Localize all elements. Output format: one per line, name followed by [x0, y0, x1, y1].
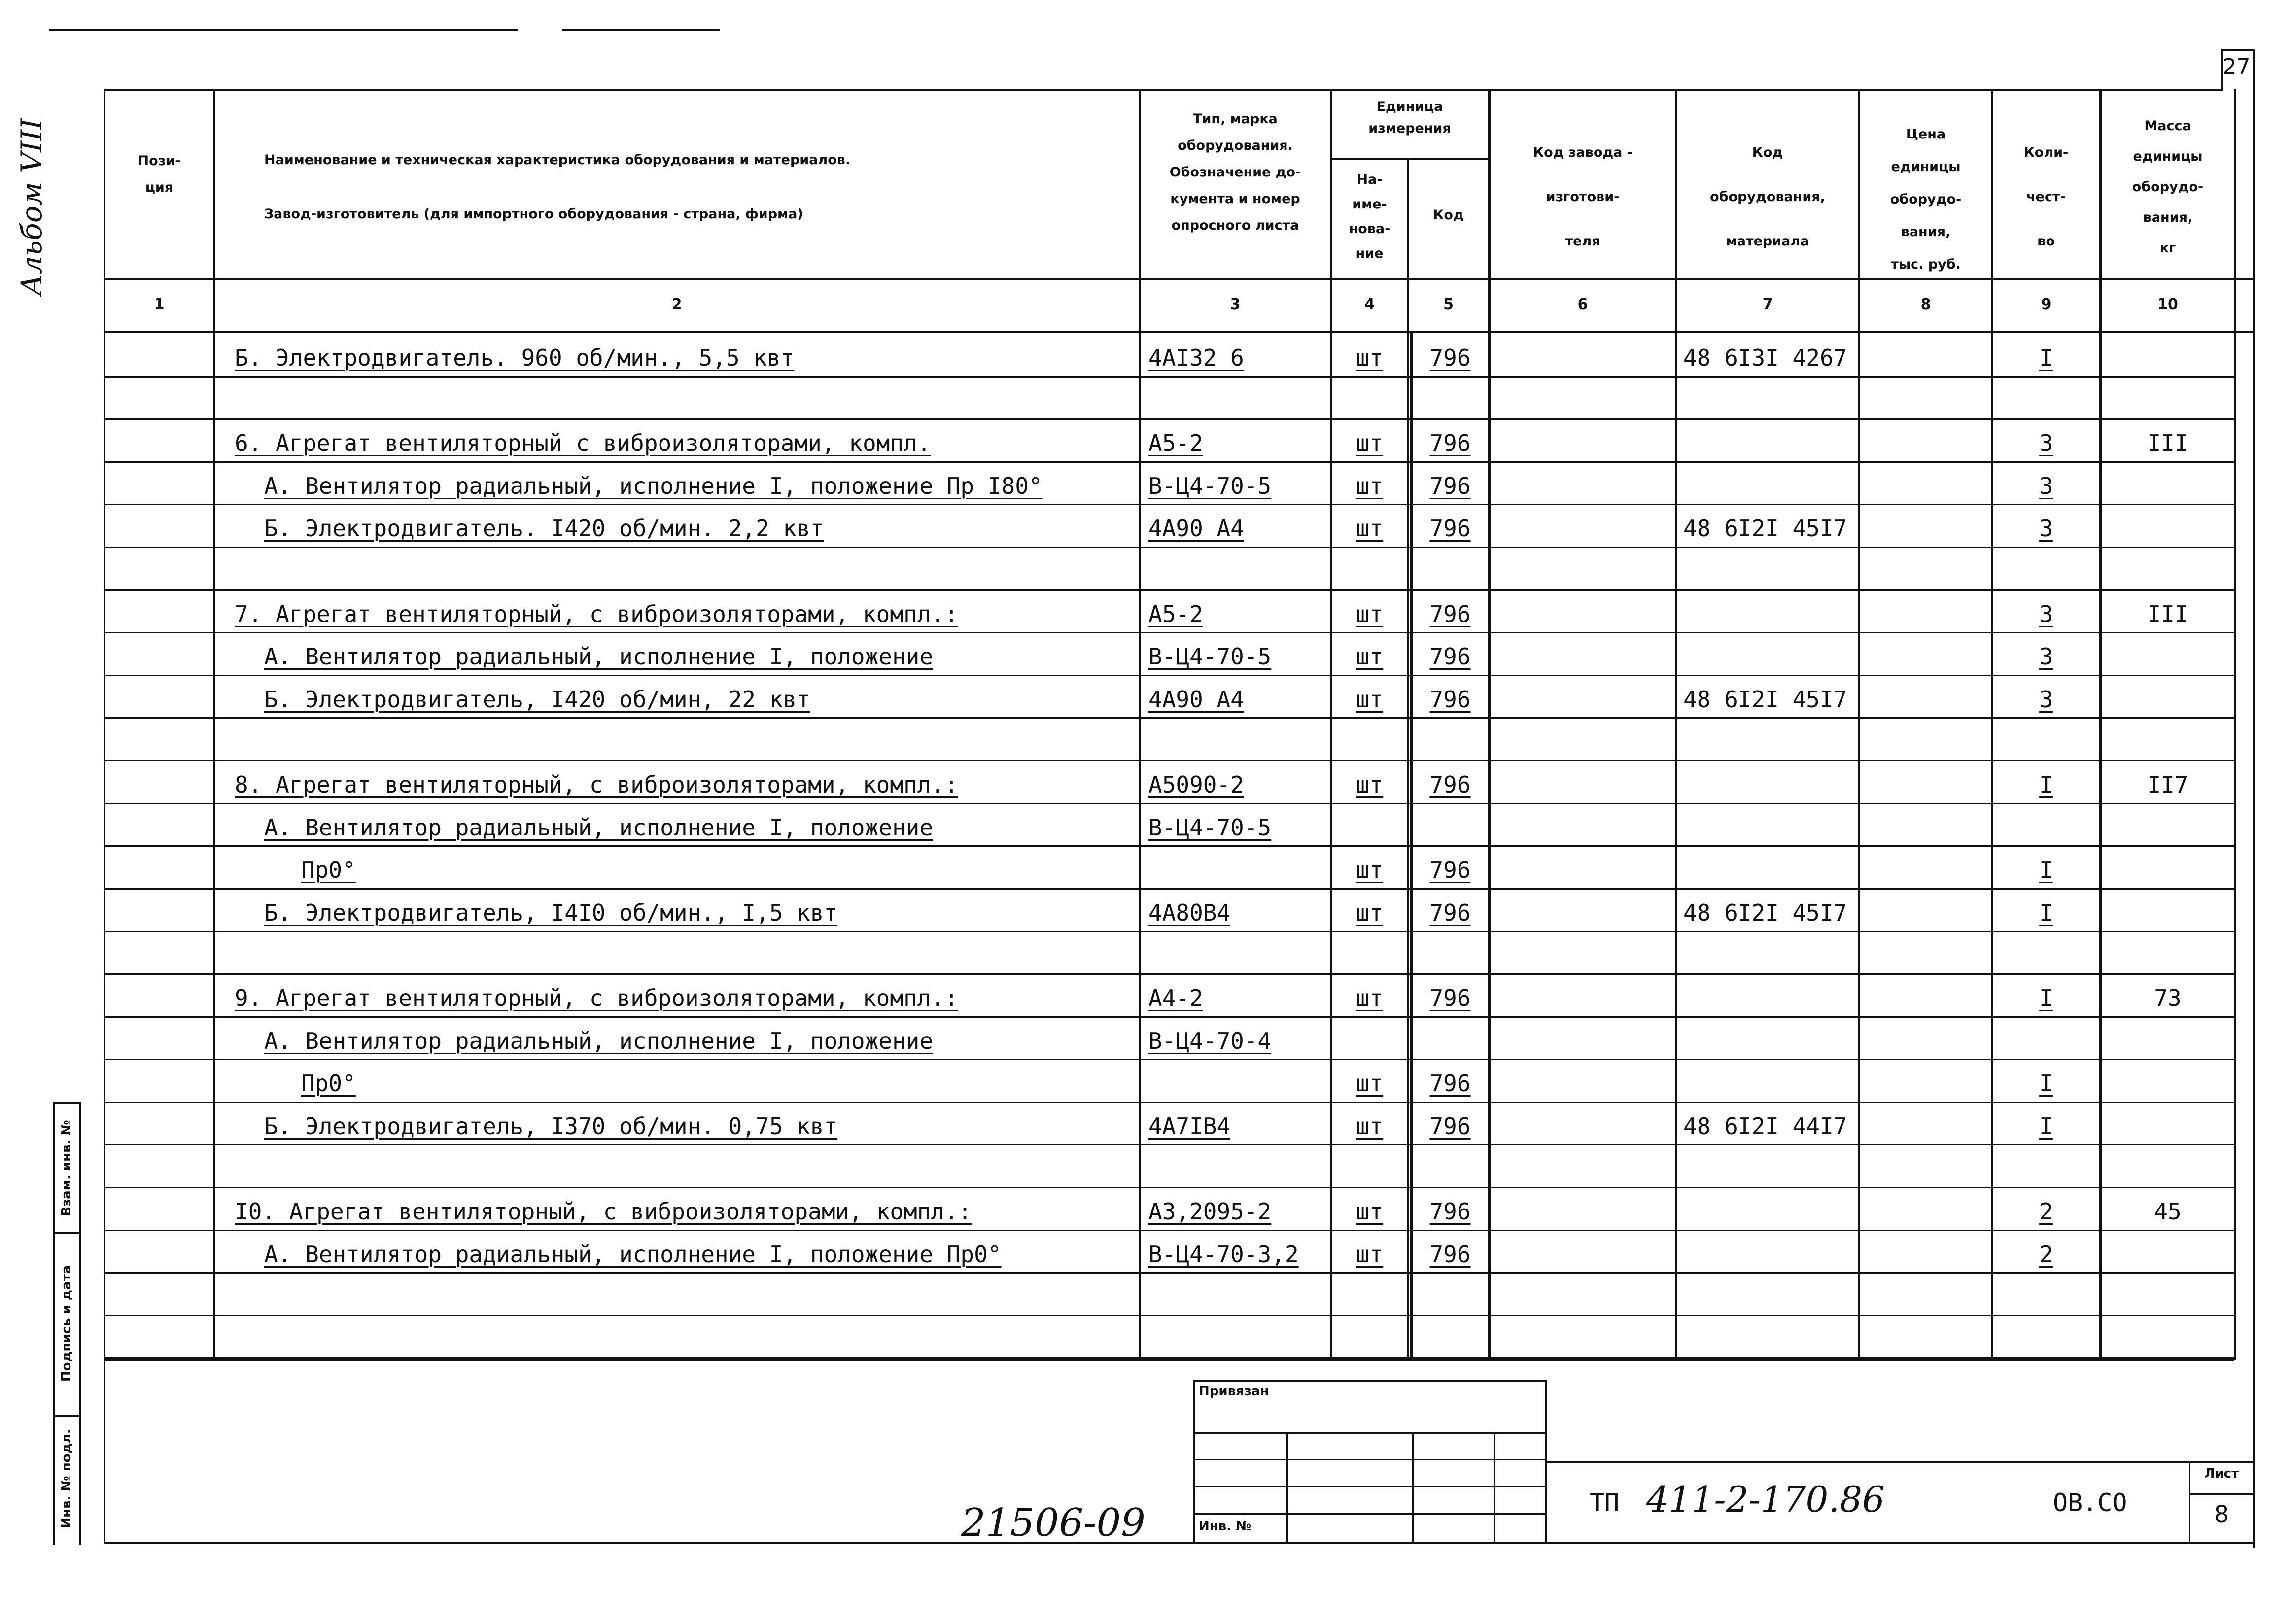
row-unit: шт — [1356, 1198, 1384, 1225]
row-name: Б. Электродвигатель, I420 об/мин, 22 квт — [264, 686, 810, 713]
top-rule-left — [49, 29, 518, 31]
row-type: В-Ц4-70-4 — [1148, 1028, 1272, 1054]
top-rule-mid — [562, 29, 720, 31]
colnum-4: 4 — [1364, 296, 1375, 313]
row-qty: I — [2039, 985, 2053, 1011]
stamp-inv-podl: Инв. № подл. — [59, 1429, 74, 1528]
frame-bottom — [104, 1542, 2255, 1544]
stamp-vzam: Взам. инв. № — [59, 1120, 74, 1216]
row-name: Б. Электродвигатель, I4I0 об/мин., I,5 квт — [264, 899, 838, 926]
row-qty: I — [2039, 899, 2053, 926]
colnum-1: 1 — [154, 296, 165, 313]
row-type: 4A90 A4 — [1148, 686, 1244, 713]
sheet-label: Лист — [2204, 1466, 2239, 1481]
row-name: 9. Агрегат вентиляторный, с виброизоляторами, компл.: — [235, 985, 958, 1011]
row-unit: шт — [1356, 1241, 1384, 1268]
stamp-podpis: Подпись и дата — [59, 1265, 74, 1382]
row-type: В-Ц4-70-3,2 — [1148, 1241, 1299, 1268]
row-equip-code: 48 6I2I 45I7 — [1683, 686, 1847, 713]
frame-right — [2253, 49, 2255, 1548]
row-name: А. Вентилятор радиальный, исполнение I, положение — [264, 1028, 934, 1054]
row-qty: 3 — [2039, 515, 2053, 542]
row-unit-code: 796 — [1429, 985, 1471, 1011]
header-name: Наименование и техническая характеристика оборудования и материалов. Завод-изготовитель (для импортного оборудования - страна, фирма) — [264, 152, 851, 222]
sheet-number: 8 — [2214, 1501, 2229, 1528]
row-unit-code: 796 — [1429, 686, 1471, 713]
row-mass: 73 — [2154, 985, 2182, 1011]
row-type: 4A80B4 — [1148, 899, 1231, 926]
row-unit: шт — [1356, 601, 1384, 627]
row-name: Б. Электродвигатель. 960 об/мин., 5,5 квт — [235, 345, 795, 371]
handwritten-inventory-number: 21506-09 — [961, 1501, 1146, 1545]
header-quantity: Коли- чест- во — [2023, 145, 2069, 249]
row-equip-code: 48 6I2I 44I7 — [1683, 1113, 1847, 1140]
row-qty: 3 — [2039, 473, 2053, 499]
header-unit-name: На- име- нова- ние — [1349, 172, 1390, 261]
row-unit: шт — [1356, 643, 1384, 670]
row-unit: шт — [1356, 771, 1384, 798]
header-type: Тип, марка оборудования. Обозначение до- кумента и номер опросного листа — [1169, 111, 1301, 233]
frame-top — [104, 89, 2221, 91]
row-name: Пр0° — [301, 857, 356, 883]
header-unit-group: Единица измерения — [1368, 99, 1451, 136]
row-unit: шт — [1356, 430, 1384, 456]
row-unit-code: 796 — [1429, 1241, 1471, 1268]
document-code: ОВ.СО — [2053, 1488, 2127, 1517]
colnum-2: 2 — [671, 296, 682, 313]
row-unit-code: 796 — [1429, 899, 1471, 926]
colnum-9: 9 — [2041, 296, 2051, 313]
row-unit-code: 796 — [1429, 515, 1471, 542]
row-qty: 3 — [2039, 686, 2053, 713]
row-unit: шт — [1356, 985, 1384, 1011]
page-number: 27 — [2223, 54, 2251, 79]
tp-number: 411-2-170.86 — [1646, 1479, 1885, 1520]
row-type: A5-2 — [1148, 601, 1203, 627]
row-unit-code: 796 — [1429, 1113, 1471, 1140]
row-type: 4AI32 6 — [1148, 345, 1244, 371]
row-type: 4A90 A4 — [1148, 515, 1244, 542]
colnum-3: 3 — [1230, 296, 1241, 313]
privyazan-label: Привязан — [1199, 1384, 1269, 1399]
row-type: В-Ц4-70-5 — [1148, 643, 1272, 670]
row-qty: 2 — [2039, 1241, 2053, 1268]
colnum-7: 7 — [1762, 296, 1773, 313]
row-equip-code: 48 6I3I 4267 — [1683, 345, 1847, 371]
row-mass: III — [2147, 430, 2189, 456]
row-name: 6. Агрегат вентиляторный с виброизоляторами, компл. — [235, 430, 931, 456]
row-equip-code: 48 6I2I 45I7 — [1683, 515, 1847, 542]
row-type: A5090-2 — [1148, 771, 1244, 798]
row-equip-code: 48 6I2I 45I7 — [1683, 899, 1847, 926]
row-unit-code: 796 — [1429, 1070, 1471, 1097]
row-name: 8. Агрегат вентиляторный, с виброизоляторами, компл.: — [235, 771, 958, 798]
row-unit-code: 796 — [1429, 345, 1471, 371]
row-unit: шт — [1356, 515, 1384, 542]
inv-no-label: Инв. № — [1199, 1519, 1251, 1534]
row-type: A5-2 — [1148, 430, 1203, 456]
colnum-8: 8 — [1920, 296, 1931, 313]
header-position: Пози- ция — [138, 153, 181, 195]
row-name: 7. Агрегат вентиляторный, с виброизоляторами, компл.: — [235, 601, 958, 627]
row-qty: 2 — [2039, 1198, 2053, 1225]
row-unit: шт — [1356, 1113, 1384, 1140]
row-type: A4-2 — [1148, 985, 1203, 1011]
row-type: A3,2095-2 — [1148, 1198, 1272, 1225]
row-name: Б. Электродвигатель, I370 об/мин. 0,75 квт — [264, 1113, 838, 1140]
tp-prefix: ТП — [1590, 1488, 1620, 1517]
row-unit-code: 796 — [1429, 430, 1471, 456]
row-name: А. Вентилятор радиальный, исполнение I, положение — [264, 814, 934, 841]
row-unit-code: 796 — [1429, 601, 1471, 627]
row-unit: шт — [1356, 473, 1384, 499]
colnum-6: 6 — [1577, 296, 1588, 313]
row-name: I0. Агрегат вентиляторный, с виброизоляторами, компл.: — [235, 1198, 972, 1225]
row-type: В-Ц4-70-5 — [1148, 814, 1272, 841]
row-name: А. Вентилятор радиальный, исполнение I, положение Пр I80° — [264, 473, 1043, 499]
header-price: Цена единицы оборудо- вания, тыс. руб. — [1890, 127, 1962, 272]
row-type: В-Ц4-70-5 — [1148, 473, 1272, 499]
header-factory-code: Код завода - изготови- теля — [1533, 145, 1633, 249]
row-qty: 3 — [2039, 430, 2053, 456]
row-name: А. Вентилятор радиальный, исполнение I, положение — [264, 643, 934, 670]
colnum-10: 10 — [2157, 296, 2178, 313]
row-unit: шт — [1356, 345, 1384, 371]
colnum-5: 5 — [1443, 296, 1454, 313]
row-qty: I — [2039, 771, 2053, 798]
row-unit: шт — [1356, 899, 1384, 926]
row-mass: 45 — [2154, 1198, 2182, 1225]
row-unit-code: 796 — [1429, 857, 1471, 883]
row-unit-code: 796 — [1429, 473, 1471, 499]
row-qty: I — [2039, 857, 2053, 883]
row-name: Пр0° — [301, 1070, 356, 1097]
album-label: Альбом VIII — [15, 118, 48, 296]
header-unit-code: Код — [1433, 207, 1464, 223]
row-qty: I — [2039, 1113, 2053, 1140]
row-unit-code: 796 — [1429, 643, 1471, 670]
row-name: Б. Электродвигатель. I420 об/мин. 2,2 квт — [264, 515, 824, 542]
row-type: 4A7IB4 — [1148, 1113, 1231, 1140]
row-name: А. Вентилятор радиальный, исполнение I, положение Пр0° — [264, 1241, 1002, 1268]
row-unit: шт — [1356, 686, 1384, 713]
row-qty: 3 — [2039, 601, 2053, 627]
header-equipment-code: Код оборудования, материала — [1710, 145, 1825, 249]
header-mass: Масса единицы оборудо- вания, кг — [2132, 118, 2204, 256]
row-unit: шт — [1356, 1070, 1384, 1097]
row-qty: I — [2039, 345, 2053, 371]
row-qty: 3 — [2039, 643, 2053, 670]
row-unit-code: 796 — [1429, 771, 1471, 798]
row-mass: II7 — [2147, 771, 2189, 798]
row-mass: III — [2147, 601, 2189, 627]
row-qty: I — [2039, 1070, 2053, 1097]
row-unit: шт — [1356, 857, 1384, 883]
row-unit-code: 796 — [1429, 1198, 1471, 1225]
